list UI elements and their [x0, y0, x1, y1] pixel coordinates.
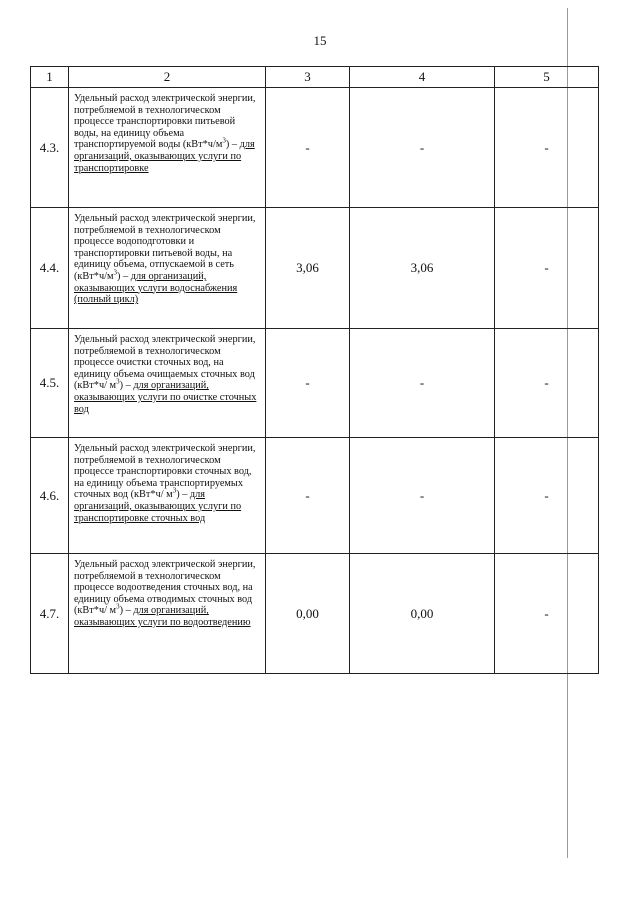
row-value-col4: 0,00 [350, 554, 495, 674]
row-description: Удельный расход электрической энергии, потребляемой в технологическом процессе транспортировки сточных вод, на единицу объема транспортируемых сточных вод (кВт*ч/ $м^3$) – для организаций, оказывающих услуги по транспортировке сточных вод [69, 438, 266, 554]
row-value-col4: - [350, 329, 495, 438]
table-row-4-3 [31, 88, 599, 208]
row-value-col5: - [495, 438, 599, 554]
row-value-col3: - [266, 438, 350, 554]
header-cell-1: 1 [31, 67, 69, 88]
table-row-4-5 [31, 329, 599, 438]
row-number: 4.5. [31, 329, 69, 438]
row-number: 4.4. [31, 208, 69, 329]
row-number: 4.7. [31, 554, 69, 674]
row-number: 4.3. [31, 88, 69, 208]
table-row-4-7 [31, 554, 599, 674]
row-description: Удельный расход электрической энергии, потребляемой в технологическом процессе водоподготовки и транспортировки питьевой воды, на единицу объема, отпускаемой в сеть $(кВт*ч/м^3)$ – для организаций, оказывающих услуги водоснабжения (полный цикл) [69, 208, 266, 329]
row-number: 4.6. [31, 438, 69, 554]
row-value-col5: - [495, 88, 599, 208]
row-description: Удельный расход электрической энергии, потребляемой в технологическом процессе водоотведения сточных вод, на единицу объема отводимых сточных вод (кВт*ч/ $м^3$) – для организаций, оказывающих услуги по водоотведению [69, 554, 266, 674]
header-cell-5: 5 [495, 67, 599, 88]
row-value-col4: - [350, 438, 495, 554]
row-value-col5: - [495, 208, 599, 329]
row-value-col4: - [350, 88, 495, 208]
row-value-col5: - [495, 554, 599, 674]
row-description: Удельный расход электрической энергии, потребляемой в технологическом процессе транспортировки питьевой воды, на единицу объема транспортируемой воды $(кВт*ч/м^3)$ – для организаций, оказывающих услуги по транспортировке [69, 88, 266, 208]
header-cell-3: 3 [266, 67, 350, 88]
row-value-col3: - [266, 88, 350, 208]
row-value-col4: 3,06 [350, 208, 495, 329]
table-header-row [31, 67, 599, 88]
row-value-col3: 0,00 [266, 554, 350, 674]
header-cell-2: 2 [69, 67, 266, 88]
indicators-table [30, 66, 599, 674]
table-row-4-4 [31, 208, 599, 329]
page-number: 15 [313, 33, 327, 48]
row-value-col5: - [495, 329, 599, 438]
row-value-col3: - [266, 329, 350, 438]
header-cell-4: 4 [350, 67, 495, 88]
row-value-col3: 3,06 [266, 208, 350, 329]
table-row-4-6 [31, 438, 599, 554]
row-description: Удельный расход электрической энергии, потребляемой в технологическом процессе очистки сточных вод, на единицу объема очищаемых сточных вод (кВт*ч/ $м^3$) – для организаций, оказывающих услуги по очистке сточных вод [69, 329, 266, 438]
